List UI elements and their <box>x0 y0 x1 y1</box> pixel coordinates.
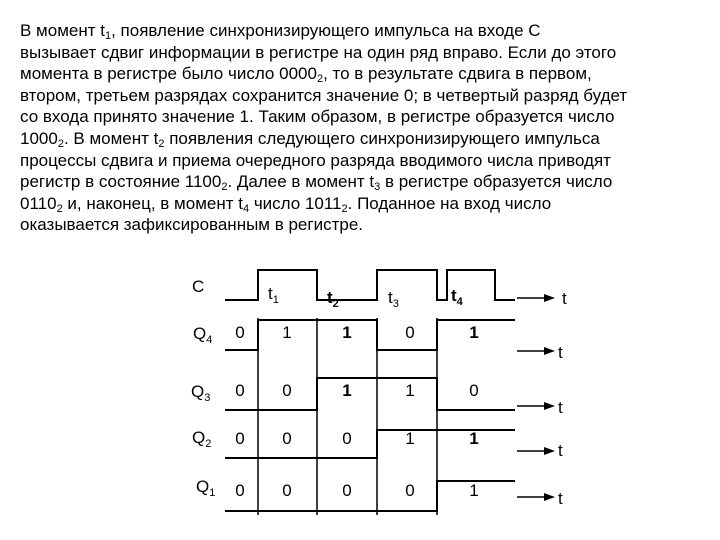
label-subscript: 3 <box>204 392 211 404</box>
bit-value: 0 <box>342 481 352 500</box>
signal-label-q3 <box>191 382 210 404</box>
bit-value: 0 <box>469 381 479 400</box>
subscript: 2 <box>316 73 324 86</box>
subscript: 2 <box>57 137 64 150</box>
label-text: Q <box>192 428 206 447</box>
text-run: . Поданное на вход число <box>347 193 552 213</box>
time-label-q3: t <box>558 398 563 417</box>
subscript: 3 <box>374 181 381 194</box>
time-arrow-q1-head <box>544 493 555 501</box>
text-run: и, наконец, в момент t <box>62 193 243 213</box>
text-run: в регистре образуется число <box>380 172 613 192</box>
label-text: t <box>327 288 333 307</box>
text-run: втором, третьем разрядах сохранится значение 0; в четвертый разряд будет <box>20 85 628 105</box>
label-subscript: 3 <box>392 298 399 310</box>
bit-value: 1 <box>342 381 352 400</box>
subscript: 2 <box>221 181 228 194</box>
clock-time-label: t <box>562 289 567 308</box>
text-run: , появление синхронизирующего импульса на входе С <box>111 21 541 40</box>
label-text: Q <box>193 324 207 343</box>
label-text: t <box>268 284 273 303</box>
label-text: Q <box>191 382 205 401</box>
bit-value: 1 <box>469 429 479 448</box>
text-run: появления следующего синхронизирующего импульса <box>164 128 600 148</box>
text-run: , то в результате сдвига в первом, <box>323 64 592 84</box>
text-run: 0110 <box>20 193 57 213</box>
time-label-q4: t <box>558 343 563 362</box>
label-text: t <box>451 286 457 305</box>
subscript: 4 <box>242 202 250 215</box>
bit-value: 1 <box>405 381 415 400</box>
signal-label-q1 <box>196 477 215 499</box>
label-subscript: 1 <box>272 294 279 306</box>
bit-value: 0 <box>282 381 292 400</box>
text-run: . В момент t <box>63 128 159 148</box>
time-arrow-q2-head <box>544 447 555 455</box>
subscript: 2 <box>56 202 63 215</box>
bit-value: 0 <box>235 481 245 500</box>
bit-value: 1 <box>469 323 479 342</box>
time-arrow-q4-head <box>544 347 555 355</box>
bit-value: 1 <box>282 323 292 342</box>
label-text: t <box>388 288 393 307</box>
bit-value: 0 <box>235 323 245 342</box>
signal-label-q4 <box>193 324 212 346</box>
pulse-label-t1 <box>268 284 279 306</box>
text-run: В момент t <box>20 21 105 40</box>
pulse-label-t3 <box>388 288 399 310</box>
text-run: процессы сдвига и приема очередного разряда вводимого числа приводят <box>20 150 611 170</box>
label-text: Q <box>196 477 210 496</box>
text-run: вызывает сдвиг информации в регистре на один ряд вправо. Если до этого <box>20 42 617 62</box>
text-run: регистр в состояние 1100 <box>20 172 222 192</box>
label-subscript: 2 <box>205 438 212 450</box>
text-run: число 1011 <box>249 193 342 213</box>
bit-value: 1 <box>342 323 352 342</box>
text-run: момента в регистре было число 0000 <box>20 64 317 84</box>
clock-time-arrow-head <box>544 294 555 302</box>
bit-value: 0 <box>235 381 245 400</box>
signal-label-q2 <box>192 428 211 450</box>
label-subscript: 4 <box>206 334 213 346</box>
label-text: C <box>192 277 205 296</box>
bit-value: 1 <box>405 429 415 448</box>
bit-value: 0 <box>282 429 292 448</box>
bit-value: 0 <box>342 429 352 448</box>
bit-value: 0 <box>235 429 245 448</box>
pulse-label-t4 <box>451 286 464 308</box>
label-subscript: 2 <box>332 298 339 310</box>
label-subscript: 1 <box>209 487 216 499</box>
bit-value: 0 <box>405 323 415 342</box>
subscript: 2 <box>158 137 165 150</box>
text-run: со входа принято значение 1. Таким образом, в регистре образуется число <box>20 107 615 127</box>
text-run: оказывается зафиксированным в регистре. <box>20 215 363 235</box>
subscript: 2 <box>341 202 348 215</box>
bit-value: 1 <box>469 481 479 500</box>
text-run: 1000 <box>20 128 58 148</box>
bit-value: 0 <box>282 481 292 500</box>
time-label-q2: t <box>558 441 563 460</box>
clock-label <box>192 277 204 296</box>
time-label-q1: t <box>558 489 563 508</box>
pulse-label-t2 <box>327 288 339 310</box>
subscript: 1 <box>104 30 112 42</box>
label-subscript: 4 <box>456 296 463 308</box>
bit-value: 0 <box>405 481 415 500</box>
time-arrow-q3-head <box>544 402 555 410</box>
text-run: . Далее в момент t <box>227 172 375 192</box>
